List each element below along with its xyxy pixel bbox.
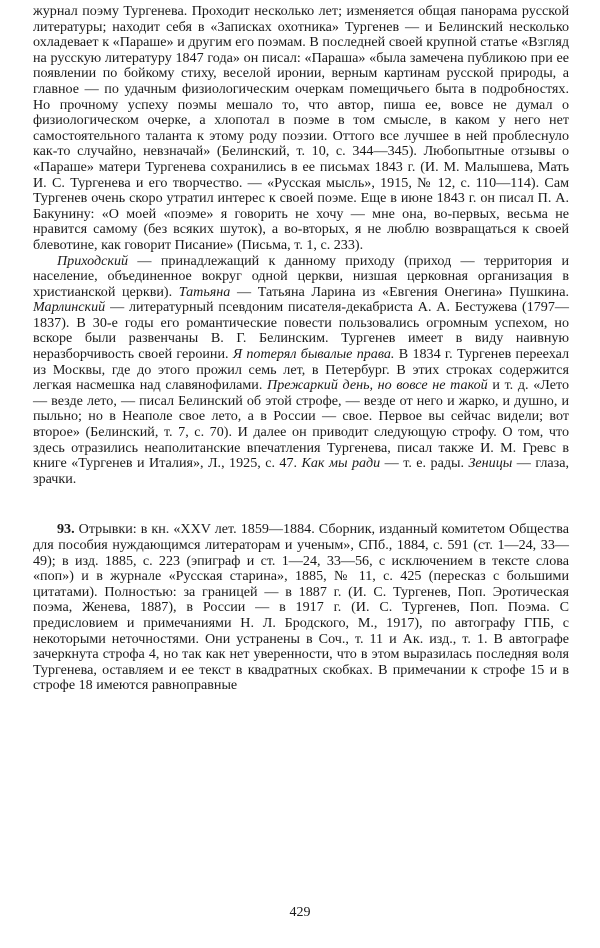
note-text: Отрывки: в кн. «XXV лет. 1859—1884. Сборник, изданный комитетом Общества для пособия нуждающимся литераторам и ученым», СПб., 1884, с. 591 (ст. 1—24, 33—49); в изд. 1885, с. 223 (эпиграф и ст. 1—24, 33—56, с исключением в тексте слова «поп») и в журнале «Русская старина», 1885, № 11, с. 425 (пересказ с большими цитатами). Полностью: за границей — в 1887 г. (И. С. Тургенев, Поп. Эротическая поэма, Женева, 1887), в России — в 1917 г. (И. С. Тургенев, Поп. Поэма. С предисловием и примечаниями Н. Л. Бродского, М., 1917), по автографу ГПБ, с некоторыми неточностями. Они устранены в Соч., т. 11 и Ак. изд., т. 1. В автографе зачеркнута строфа 4, но так как нет уверенности, что в этом выразилась последняя воля Тургенева, оставляем и ее текст в квадратных скобках. В примечании к строфе 15 и в строфе 18 имеются равноправные [33, 521, 569, 694]
term-prezharkiy: Прежаркий день, но вовсе не такой [267, 377, 488, 394]
gloss-text: — литературный псевдоним писателя-декабриста А. А. Бестужева (1797—1837). В 30-е годы его романтические повести пользовались огромным успехом, но вскоре были развенчаны В. Г. Белинским. Тургенев имеет в виду наивную неразборчивость своей героини. [33, 299, 569, 363]
term-marlinsky: Марлинский [33, 299, 106, 316]
gloss-text: — глаза, зрачки. [33, 455, 570, 487]
paragraph-text: журнал поэму Тургенева. Проходит несколько лет; изменяется общая панорама русской литературы; находит себя в «Записках охотника» Тургенев — и Белинский несколько охладевает к «Параше» и другим его поэмам. В последней своей крупной статье «Взгляд на русскую литературу 1847 года» он писал: «Параша» «была замечена публикою при ее появлении по бойкому стиху, веселой иронии, верным картинам русской природы, а главное — по удачным физиологическим очеркам помещичьего быта в подробностях. Но прочному успеху поэмы мешало то, что автор, пиша ее, вовсе не думал о физиологическом очерке, а хлопотал в поэме в том смысле, в каком у него нет самостоятельного таланта к этому роду поэзии. Оттого все лучшее в ней проблеснуло как-то случайно, невзначай» (Белинский, т. 10, с. 344—345). Любопытные отзывы о «Параше» матери Тургенева сохранились в ее письмах 1843 г. (И. М. Малышева, Мать И. С. Тургенева и его творчество. — «Русская мысль», 1915, № 12, с. 110—114). Сам Тургенев очень скоро утратил интерес к своей поэме. Еще в июне 1843 г. он писал П. А. Бакунину: «О моей «поэме» я говорить не хочу — мне она, во-первых, весьма не нравится самому (без всяких шуток), а во-вторых, я не люблю возвращаться к своей блевотине, как говорит Писание» (Письма, т. 1, с. 233). [33, 3, 569, 253]
term-tatyana: Татьяна [178, 283, 231, 300]
gloss-text: — Татьяна Ларина из «Евгения Онегина» Пушкина. [230, 283, 569, 300]
note-number: 93. [57, 521, 75, 538]
section-gap [33, 487, 569, 522]
term-ya-poteryal: Я потерял бывалые права. [232, 346, 395, 363]
commentary-paragraph-parasha [33, 4, 569, 254]
gloss-text: — т. е. рады. [380, 455, 469, 472]
term-kak-my-radi: Как мы ради [301, 455, 381, 472]
page-content [33, 4, 569, 694]
term-prikhodsky: Приходский [57, 252, 129, 269]
commentary-note-93 [33, 522, 569, 694]
gloss-text: и т. д. «Лето — везде лето, — писал Белинский об этой строфе, — везде от него и жарко, и душно, и пыльно; но в Неаполе свое лето, а в России — свое. Первое вы сейчас видели; вот второе» (Белинский, т. 7, с. 70). И далее он приводит следующую строфу. О том, что здесь отразились неаполитанские впечатления Тургенева, писал также И. М. Гревс в книге «Тургенев и Италия», Л., 1925, с. 47. [33, 377, 569, 472]
commentary-paragraph-glossary [33, 254, 569, 488]
gloss-text: — принадлежащий к данному приходу (приход — территория и население, объединенное вокруг одной церкви, низшая церковная организация в христианской церкви). [33, 252, 569, 300]
gloss-text: В 1834 г. Тургенев переехал из Москвы, где до этого прожил семь лет, в Петербург. В этих строках содержится легкая насмешка над славянофилами. [33, 346, 569, 394]
term-zenitsy: Зеницы [468, 455, 513, 472]
page-number: 429 [289, 905, 311, 920]
